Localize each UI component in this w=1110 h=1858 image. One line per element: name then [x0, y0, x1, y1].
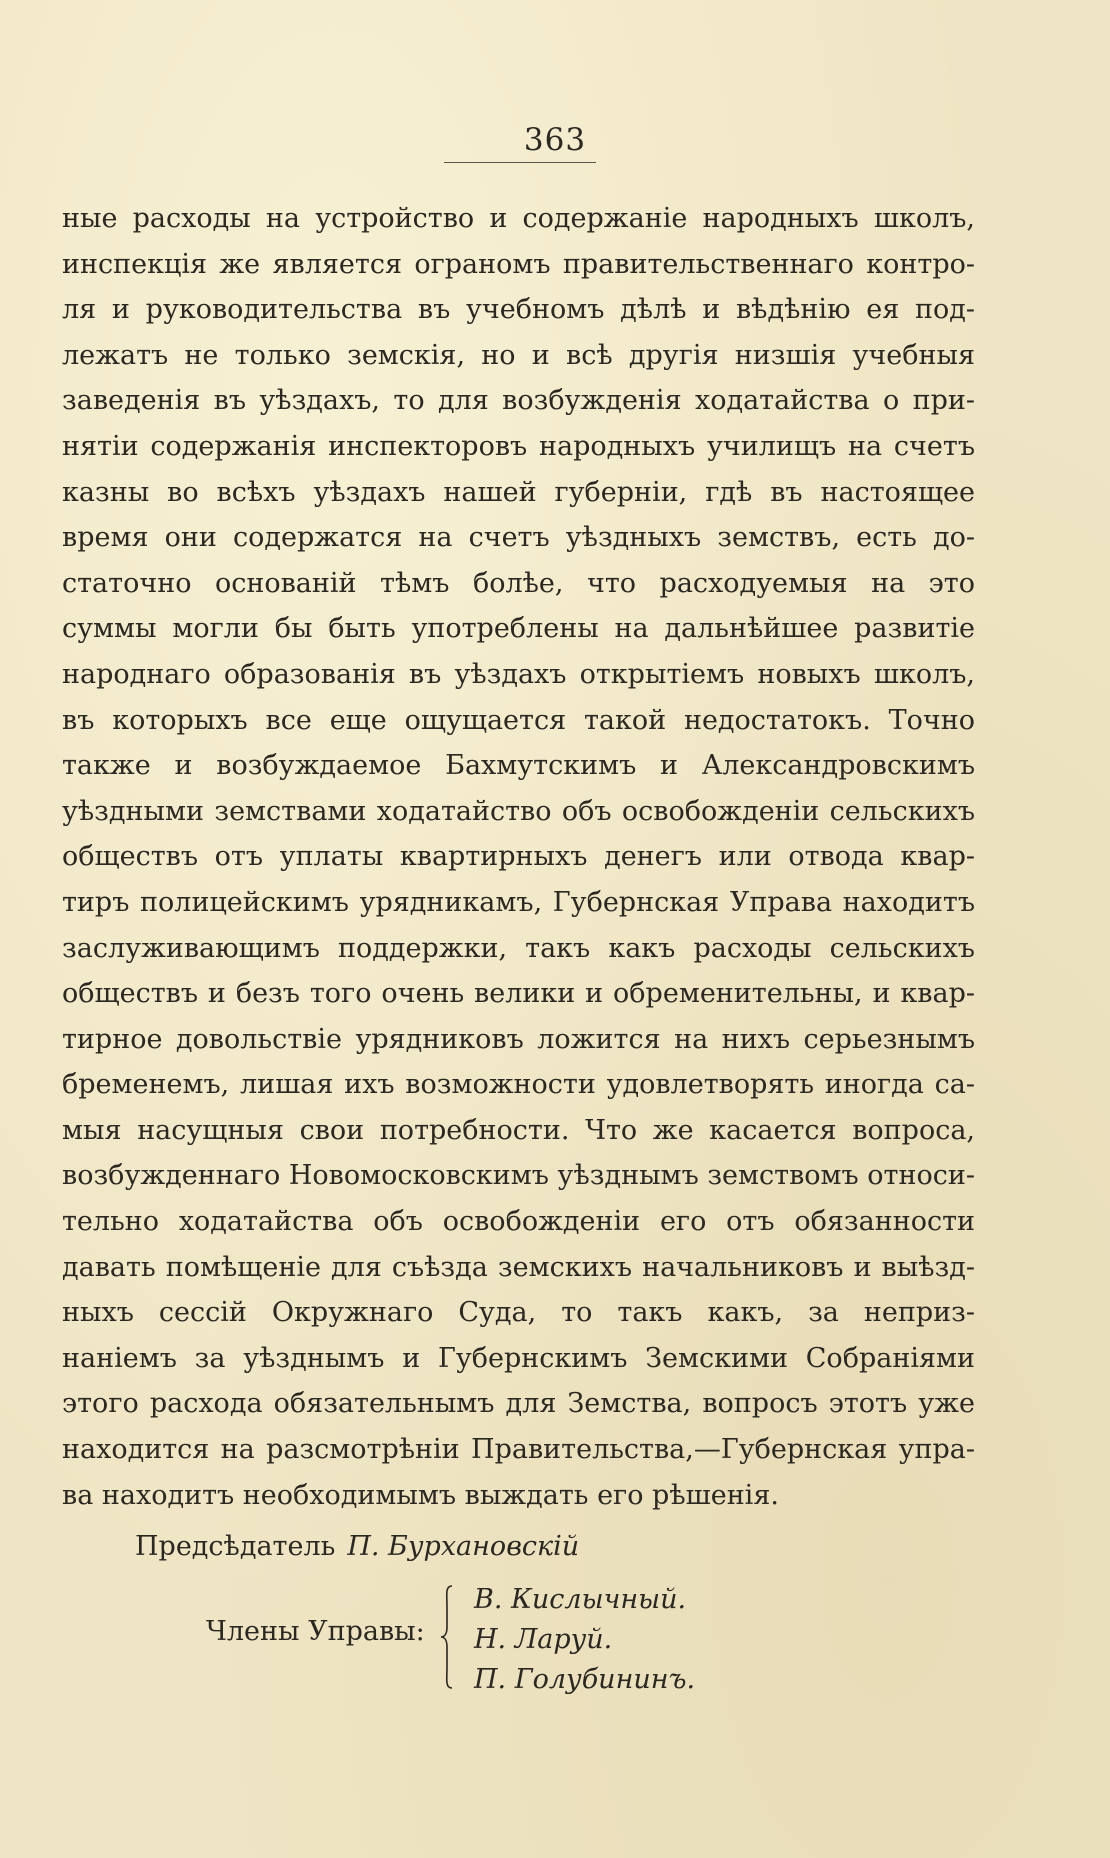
member-name: Н. Ларуй.	[474, 1624, 613, 1655]
text-line-last: ва находитъ необходимымъ выждать его рѣшенія.	[62, 1479, 779, 1511]
text-line: также и возбуждаемое Бахмутскимъ и Александровскимъ	[62, 750, 975, 782]
text-line: тиръ полицейскимъ урядникамъ, Губернская Управа находитъ	[62, 886, 975, 918]
text-line: давать помѣщеніе для съѣзда земскихъ начальниковъ и выѣзд-	[62, 1251, 975, 1283]
chairman-signature	[135, 1531, 579, 1562]
members-label: Члены Управы:	[206, 1616, 425, 1647]
text-line: лежатъ не только земскія, но и всѣ другія низшія учебныя	[62, 339, 975, 371]
text-line: находится на разсмотрѣніи Правительства,—Губернская упра-	[62, 1434, 975, 1466]
text-line: время они содержатся на счетъ уѣздныхъ земствъ, есть до-	[62, 522, 975, 554]
text-line: уѣздными земствами ходатайство объ освобожденіи сельскихъ	[62, 795, 975, 827]
text-line: тельно ходатайства объ освобожденіи его отъ обязанности	[62, 1206, 975, 1238]
text-line: въ которыхъ все еще ощущается такой недостатокъ. Точно	[62, 704, 975, 736]
page-number-rule	[444, 162, 596, 163]
member-name: В. Кислычный.	[474, 1584, 687, 1615]
text-line: этого расхода обязательнымъ для Земства, вопросъ этотъ уже	[62, 1388, 975, 1420]
text-line: народнаго образованія въ уѣздахъ открытіемъ новыхъ школъ,	[62, 658, 975, 690]
text-line: ныхъ сессій Окружнаго Суда, то такъ какъ, за неприз-	[62, 1297, 975, 1329]
text-line: обществъ отъ уплаты квартирныхъ денегъ или отвода квар-	[62, 841, 975, 873]
text-line: инспекція же является ограномъ правительственнаго контро-	[62, 248, 975, 280]
chairman-name: П. Бурхановскій	[347, 1531, 580, 1562]
text-line: тирное довольствіе урядниковъ ложится на нихъ серьезнымъ	[62, 1023, 975, 1055]
page-number: 363	[523, 122, 587, 158]
curly-brace-icon	[440, 1585, 454, 1689]
text-line: возбужденнаго Новомосковскимъ уѣзднымъ земствомъ относи-	[62, 1160, 975, 1192]
text-line: мыя насущныя свои потребности. Что же касается вопроса,	[62, 1114, 975, 1146]
text-line: бременемъ, лишая ихъ возможности удовлетворять иногда са-	[62, 1069, 975, 1101]
text-line: нятіи содержанія инспекторовъ народныхъ училищъ на счетъ	[62, 430, 975, 462]
text-line: заслуживающимъ поддержки, такъ какъ расходы сельскихъ	[62, 932, 975, 964]
text-line: суммы могли бы быть употреблены на дальнѣйшее развитіе	[62, 613, 975, 645]
text-line: наніемъ за уѣзднымъ и Губернскимъ Земскими Собраніями	[62, 1342, 975, 1374]
body-text	[62, 196, 975, 1518]
member-name: П. Голубининъ.	[474, 1664, 696, 1695]
text-line: заведенія въ уѣздахъ, то для возбужденія ходатайства о при-	[62, 385, 975, 417]
text-line: казны во всѣхъ уѣздахъ нашей губерніи, гдѣ въ настоящее	[62, 476, 975, 508]
text-line: ля и руководительства въ учебномъ дѣлѣ и вѣдѣнію ея под-	[62, 294, 975, 326]
text-line: ные расходы на устройство и содержаніе народныхъ школъ,	[62, 203, 975, 234]
text-line: обществъ и безъ того очень велики и обременительны, и квар-	[62, 978, 975, 1010]
members-list	[474, 1580, 695, 1700]
text-line: статочно основаній тѣмъ болѣе, что расходуемыя на это	[62, 567, 975, 599]
chairman-title: Предсѣдатель	[135, 1531, 336, 1562]
